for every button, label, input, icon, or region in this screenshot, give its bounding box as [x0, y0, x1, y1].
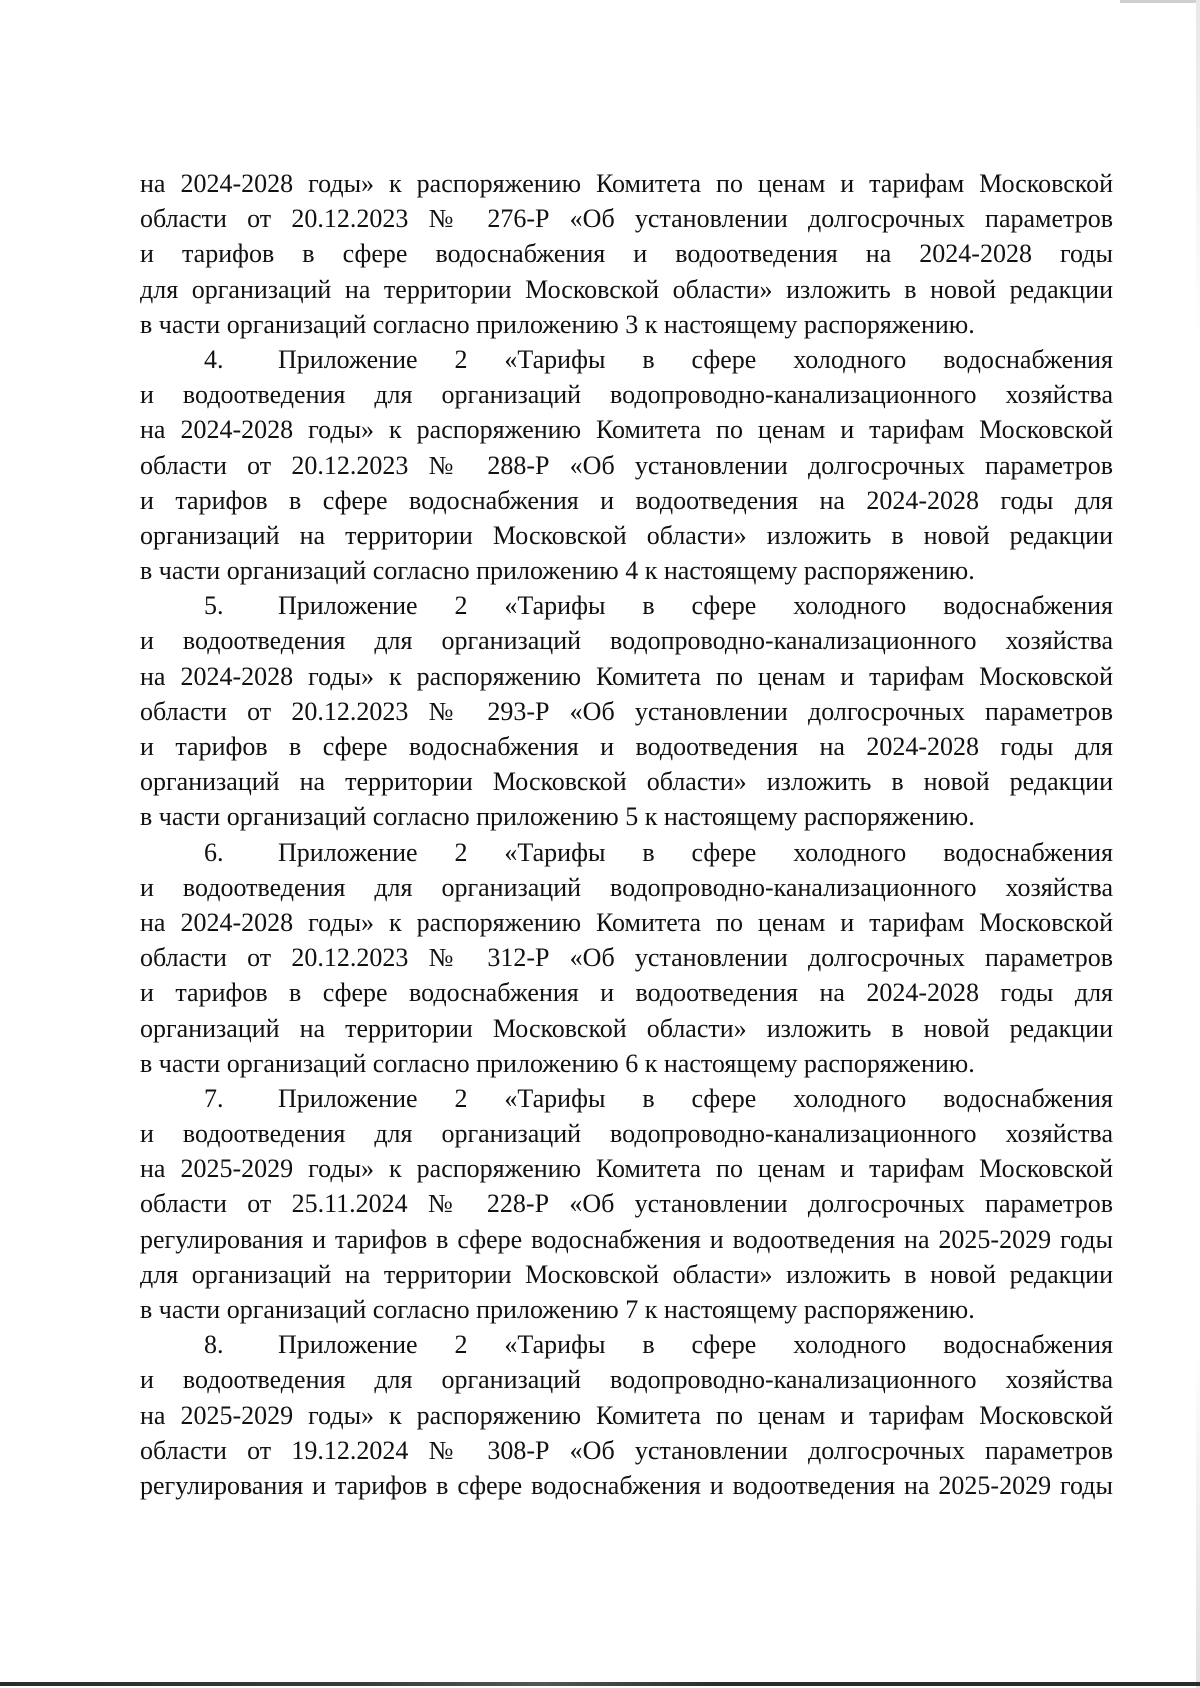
text-line: и водоотведения для организаций водопроводно-канализационного хозяйства	[140, 872, 1113, 902]
paragraph-continuation	[140, 166, 1113, 342]
scan-edge-right	[1196, 0, 1200, 1688]
text-line: на 2024-2028 годы» к распоряжению Комитета по ценам и тарифам Московской	[140, 415, 1113, 445]
item-number: 5.	[204, 591, 224, 621]
numbered-paragraph-7	[140, 1081, 1113, 1327]
text-line: для организаций на территории Московской области» изложить в новой редакции	[140, 274, 1113, 304]
text-line: организаций на территории Московской области» изложить в новой редакции	[140, 1013, 1113, 1043]
text-line: и водоотведения для организаций водопроводно-канализационного хозяйства	[140, 626, 1113, 656]
numbered-paragraph-4	[140, 342, 1113, 588]
paragraph-first-line	[140, 1327, 1113, 1362]
text-line: области от 20.12.2023 № 293-Р «Об установлении долгосрочных параметров	[140, 696, 1113, 726]
text-line: организаций на территории Московской области» изложить в новой редакции	[140, 767, 1113, 797]
item-number: 6.	[204, 837, 224, 867]
text-line: на 2025-2029 годы» к распоряжению Комитета по ценам и тарифам Московской	[140, 1154, 1113, 1184]
text-line: на 2025-2029 годы» к распоряжению Комитета по ценам и тарифам Московской	[140, 1400, 1113, 1430]
text-line: регулирования и тарифов в сфере водоснабжения и водоотведения на 2025-2029 годы	[140, 1470, 1113, 1500]
text-line: и водоотведения для организаций водопроводно-канализационного хозяйства	[140, 1365, 1113, 1395]
text-line: области от 20.12.2023 № 312-Р «Об установлении долгосрочных параметров	[140, 943, 1113, 973]
text-line: области от 20.12.2023 № 276-Р «Об установлении долгосрочных параметров	[140, 204, 1113, 234]
text-line: Приложение 2 «Тарифы в сфере холодного водоснабжения	[278, 837, 1113, 867]
text-line: Приложение 2 «Тарифы в сфере холодного водоснабжения	[278, 1083, 1113, 1113]
text-line: регулирования и тарифов в сфере водоснабжения и водоотведения на 2025-2029 годы	[140, 1224, 1113, 1254]
text-line: организаций на территории Московской области» изложить в новой редакции	[140, 520, 1113, 550]
text-line: и тарифов в сфере водоснабжения и водоотведения на 2024-2028 годы для	[140, 485, 1113, 515]
paragraph-first-line	[140, 342, 1113, 377]
text-line: на 2024-2028 годы» к распоряжению Комитета по ценам и тарифам Московской	[140, 907, 1113, 937]
paragraph-first-line	[140, 1081, 1113, 1116]
item-number: 8.	[204, 1330, 224, 1360]
document-body	[140, 166, 1113, 1503]
scan-edge-bottom	[0, 1682, 1200, 1686]
text-line: Приложение 2 «Тарифы в сфере холодного водоснабжения	[278, 344, 1113, 374]
text-line: в части организаций согласно приложению 5 к настоящему распоряжению.	[140, 802, 975, 832]
paragraph-first-line	[140, 835, 1113, 870]
text-line: на 2024-2028 годы» к распоряжению Комитета по ценам и тарифам Московской	[140, 169, 1113, 198]
text-line: области от 25.11.2024 № 228-Р «Об установлении долгосрочных параметров	[140, 1189, 1113, 1219]
text-line: в части организаций согласно приложению 7 к настоящему распоряжению.	[140, 1295, 975, 1324]
text-line: Приложение 2 «Тарифы в сфере холодного водоснабжения	[278, 591, 1113, 621]
text-line: в части организаций согласно приложению 4 к настоящему распоряжению.	[140, 556, 975, 586]
text-line: на 2024-2028 годы» к распоряжению Комитета по ценам и тарифам Московской	[140, 661, 1113, 691]
numbered-paragraph-8	[140, 1327, 1113, 1503]
numbered-paragraph-5	[140, 588, 1113, 834]
text-line: для организаций на территории Московской области» изложить в новой редакции	[140, 1259, 1113, 1289]
scan-edge-top	[1120, 0, 1200, 3]
text-line: и тарифов в сфере водоснабжения и водоотведения на 2024-2028 годы	[140, 239, 1113, 269]
item-number: 7.	[204, 1083, 224, 1113]
text-line: Приложение 2 «Тарифы в сфере холодного водоснабжения	[278, 1330, 1113, 1360]
numbered-paragraph-6	[140, 835, 1113, 1081]
text-line: и тарифов в сфере водоснабжения и водоотведения на 2024-2028 годы для	[140, 978, 1113, 1008]
text-line: в части организаций согласно приложению 6 к настоящему распоряжению.	[140, 1048, 975, 1078]
paragraph-first-line	[140, 588, 1113, 623]
text-line: в части организаций согласно приложению 3 к настоящему распоряжению.	[140, 309, 975, 339]
text-line: области от 20.12.2023 № 288-Р «Об установлении долгосрочных параметров	[140, 450, 1113, 480]
text-line: и тарифов в сфере водоснабжения и водоотведения на 2024-2028 годы для	[140, 732, 1113, 761]
text-line: и водоотведения для организаций водопроводно-канализационного хозяйства	[140, 380, 1113, 410]
text-line: и водоотведения для организаций водопроводно-канализационного хозяйства	[140, 1119, 1113, 1149]
item-number: 4.	[204, 344, 224, 374]
text-line: области от 19.12.2024 № 308-Р «Об установлении долгосрочных параметров	[140, 1435, 1113, 1465]
